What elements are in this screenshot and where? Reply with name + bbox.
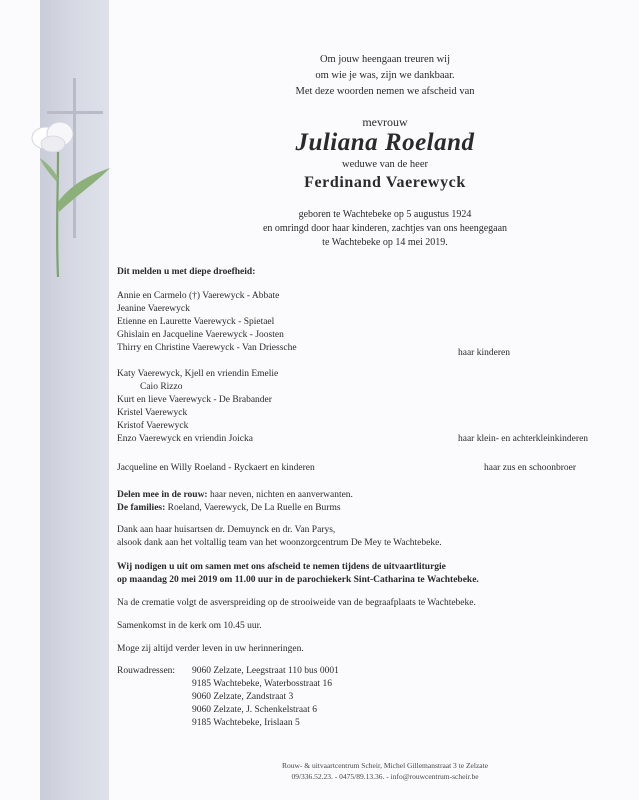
family-row (117, 433, 597, 446)
intro-line: om wie je was, zijn we dankbaar. (315, 70, 455, 81)
wish-text: Moge zij altijd verder leven in uw herinneringen. (117, 644, 304, 654)
intro-line: Om jouw heengaan treuren wij (319, 54, 451, 65)
relation-row (117, 347, 597, 360)
birth-line: en omringd door haar kinderen, zachtjes van ons heengegaan (262, 223, 508, 234)
deceased-name: Juliana Roeland (295, 129, 475, 156)
family-row (117, 303, 597, 316)
family-name: Kristof Vaerewyck (117, 421, 189, 431)
thanks-line: alsook dank aan het voltallig team van het woonzorgcentrum De Mey te Wachtebeke. (117, 538, 442, 548)
family-row (117, 368, 597, 381)
birth-death-info (215, 208, 555, 250)
address-row (117, 704, 517, 717)
address-line: 9185 Wachtebeke, Waterbosstraat 16 (192, 679, 333, 689)
family-name: Katy Vaerewyck, Kjell en vriendin Emelie (117, 369, 279, 379)
address-line: 9060 Zelzate, Zandstraat 3 (192, 692, 294, 702)
family-row (117, 290, 597, 303)
cremation-text: Na de crematie volgt de asverspreiding op de strooiweide van de begraafplaats te Wachtebeke. (117, 598, 476, 608)
addresses-section (117, 665, 517, 730)
address-line: 9060 Zelzate, Leegstraat 110 bus 0001 (192, 666, 339, 676)
footer-line: Rouw- & uitvaartcentrum Scheir, Michel Gillemanstraat 3 te Zelzate (281, 761, 489, 770)
family-name: Kristel Vaerewyck (117, 408, 188, 418)
grandchildren-group (117, 368, 597, 446)
families-text: Roeland, Vaerewyck, De La Ruelle en Burms (165, 503, 341, 513)
tulip-flower-icon (18, 112, 118, 282)
sister-group (117, 462, 597, 475)
relation-label: haar klein- en achterkleinkinderen (458, 434, 589, 444)
footer-line: 09/336.52.23. - 0475/89.13.36. - info@rouwcentrum-scheir.be (291, 772, 479, 781)
address-label: Rouwadressen: (117, 666, 176, 676)
share-text: haar neven, nichten en aanverwanten. (207, 490, 353, 500)
address-line: 9060 Zelzate, J. Schenkelstraat 6 (192, 705, 318, 715)
thanks-line: Dank aan haar huisartsen dr. Demuynck en dr. Van Parys, (117, 525, 336, 535)
funeral-home-footer (215, 760, 555, 782)
announcement: Dit melden u met diepe droefheid: (117, 267, 256, 277)
family-name: Enzo Vaerewyck en vriendin Joicka (117, 434, 253, 444)
share-section (117, 489, 353, 515)
family-name: Kurt en lieve Vaerewyck - De Brabander (117, 395, 272, 405)
family-name: Thirry en Christine Vaerewyck - Van Driessche (117, 343, 297, 353)
family-row (117, 381, 597, 394)
families-row (117, 502, 353, 515)
intro-verse (215, 52, 555, 100)
family-row (117, 462, 597, 475)
share-row (117, 489, 353, 502)
address-row (117, 691, 517, 704)
address-line: 9185 Wachtebeke, Irislaan 5 (192, 718, 300, 728)
gathering-text: Samenkomst in de kerk om 10.45 uur. (117, 621, 262, 631)
family-name: Caio Rizzo (140, 382, 183, 392)
thanks-section (117, 524, 442, 550)
children-group (117, 290, 597, 360)
family-row (117, 329, 597, 342)
invite-line: op maandag 20 mei 2019 om 11.00 uur in de parochiekerk Sint-Catharina te Wachtebeke. (117, 575, 479, 585)
share-label: Delen mee in de rouw: (117, 490, 208, 500)
widow-line: weduwe van de heer (342, 159, 428, 170)
family-name: Ghislain en Jacqueline Vaerewyck - Joosten (117, 330, 284, 340)
husband-name: Ferdinand Vaerewyck (304, 174, 466, 191)
families-label: De families: (117, 503, 166, 513)
address-row (117, 665, 517, 678)
invite-line: Wij nodigen u uit om samen met ons afscheid te nemen tijdens de uitvaartliturgie (117, 562, 446, 572)
address-row (117, 678, 517, 691)
family-row (117, 407, 597, 420)
relation-label: haar zus en schoonbroer (484, 463, 577, 473)
title-word: mevrouw (362, 115, 408, 129)
family-name: Etienne en Laurette Vaerewyck - Spietael (117, 317, 275, 327)
family-name: Jeanine Vaerewyck (117, 304, 190, 314)
birth-line: te Wachtebeke op 14 mei 2019. (322, 237, 448, 248)
family-row (117, 316, 597, 329)
family-row (117, 394, 597, 407)
birth-line: geboren te Wachtebeke op 5 augustus 1924 (298, 209, 472, 220)
invitation (117, 561, 479, 587)
family-name: Jacqueline en Willy Roeland - Ryckaert en kinderen (117, 463, 315, 473)
relation-label: haar kinderen (458, 348, 510, 358)
address-row (117, 717, 517, 730)
family-name: Annie en Carmelo (†) Vaerewyck - Abbate (117, 291, 280, 301)
family-row (117, 420, 597, 433)
intro-line: Met deze woorden nemen we afscheid van (295, 86, 475, 97)
